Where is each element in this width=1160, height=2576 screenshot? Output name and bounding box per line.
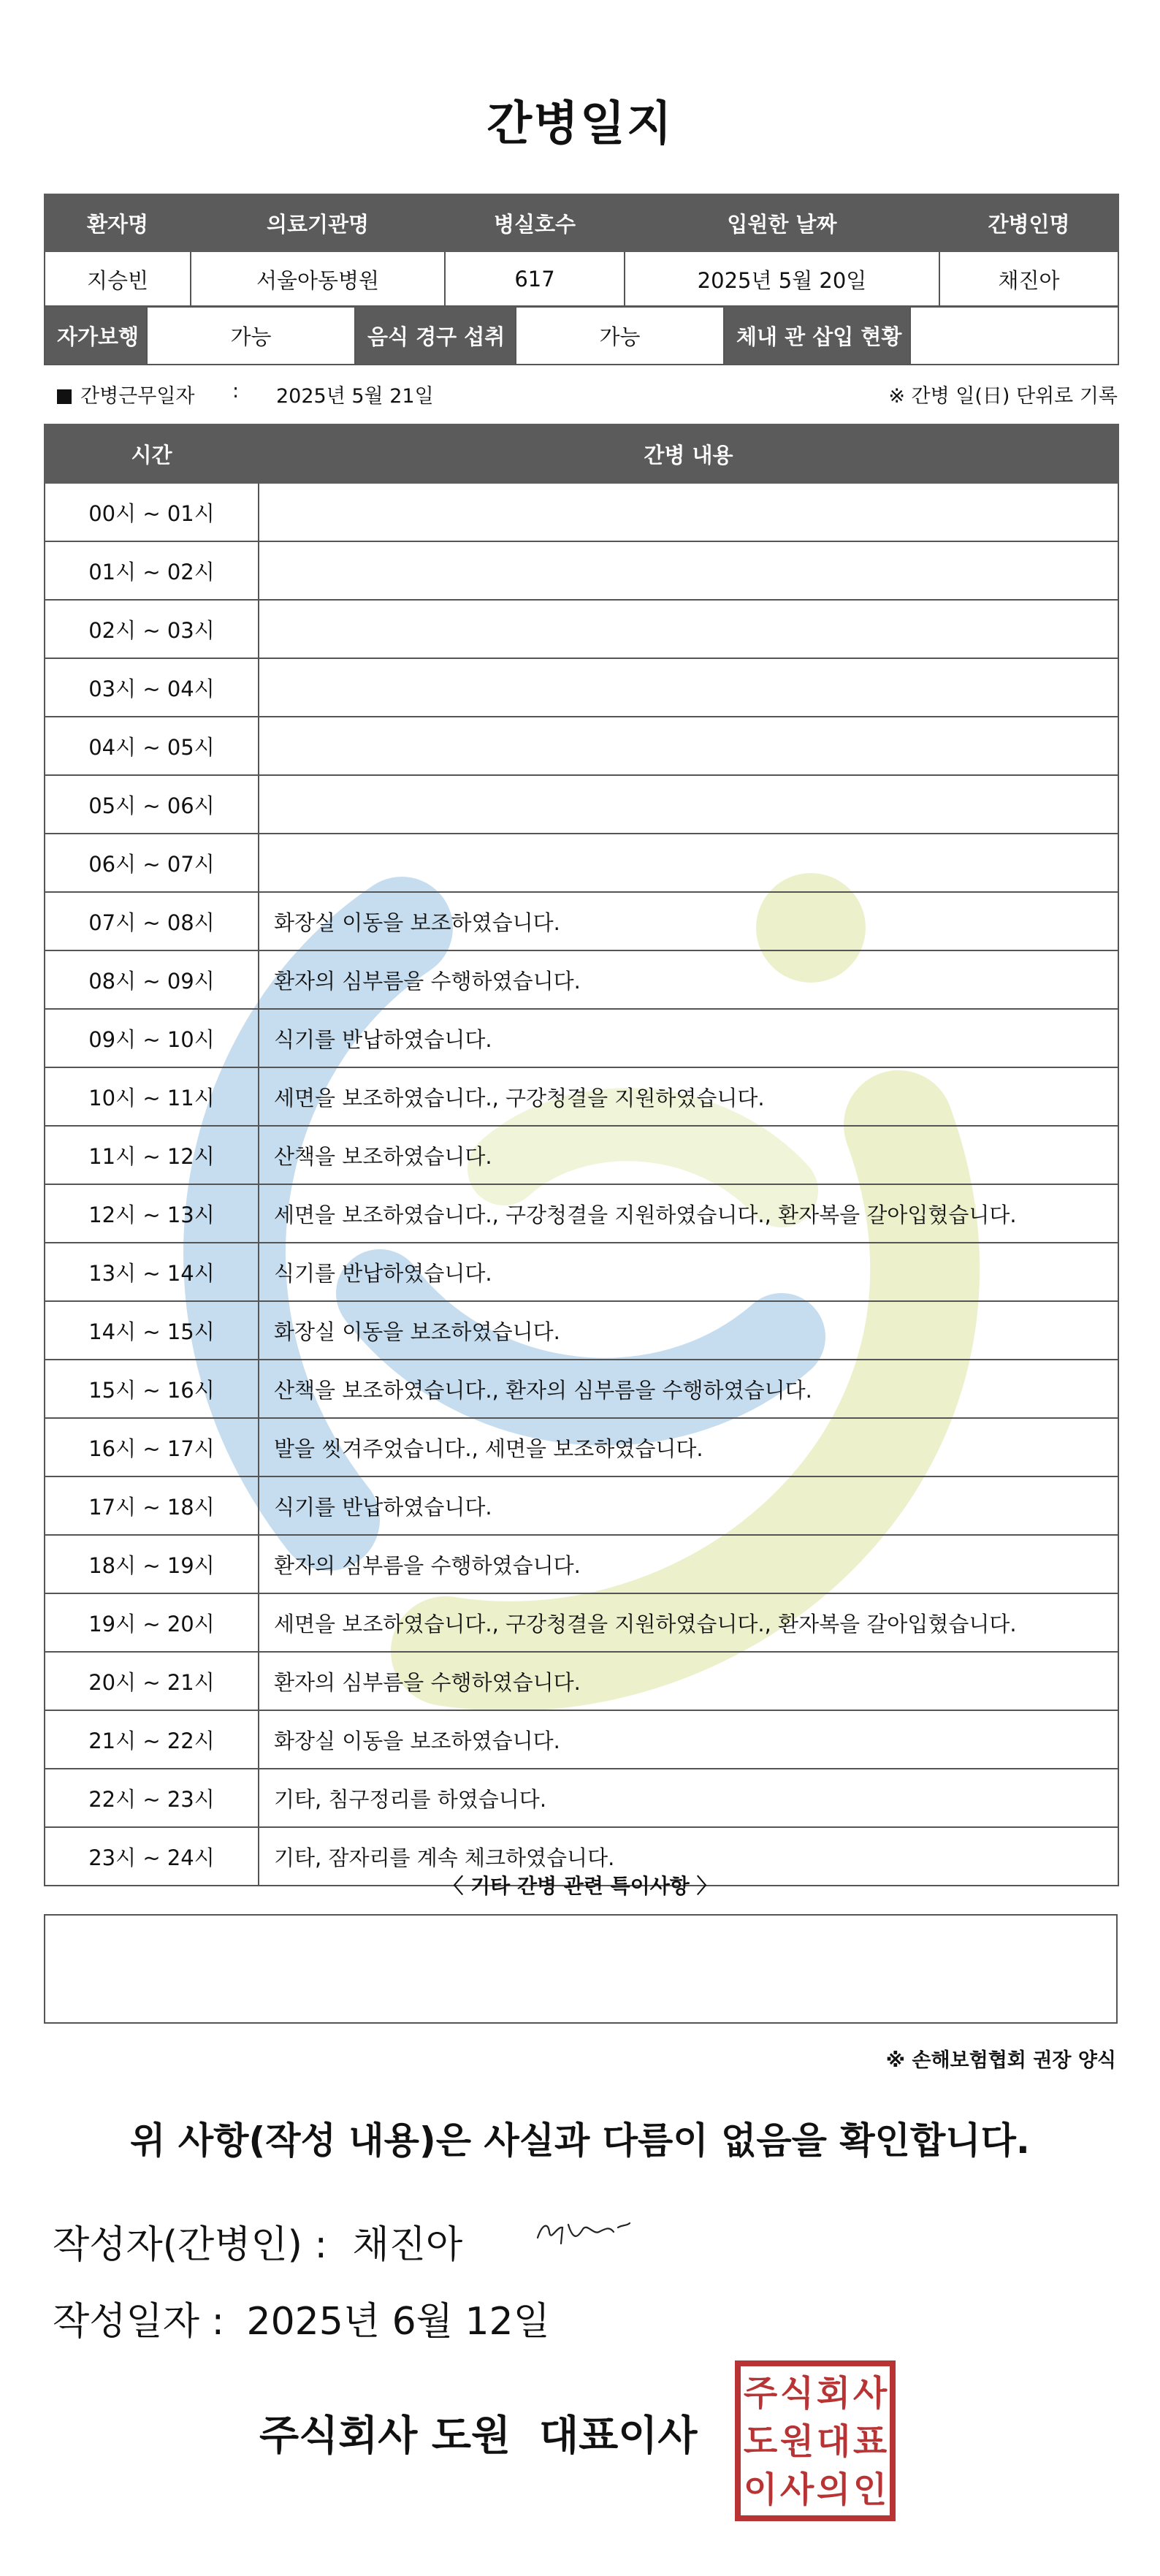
ability-table bbox=[44, 305, 1119, 365]
care-log-row bbox=[45, 1126, 1118, 1184]
log-time-cell: 02시 ~ 03시 bbox=[45, 600, 259, 658]
log-content-cell: 발을 씻겨주었습니다., 세면을 보조하였습니다. bbox=[259, 1418, 1118, 1476]
care-log-row bbox=[45, 1243, 1118, 1301]
log-time-cell: 13시 ~ 14시 bbox=[45, 1243, 259, 1301]
log-content-cell: 산책을 보조하였습니다. bbox=[259, 1126, 1118, 1184]
log-content-cell: 기타, 잠자리를 계속 체크하였습니다. bbox=[259, 1827, 1118, 1886]
header-time: 시간 bbox=[45, 424, 259, 483]
page-title: 간병일지 bbox=[486, 97, 674, 151]
care-log-row bbox=[45, 1009, 1118, 1067]
handwritten-signature bbox=[532, 2210, 649, 2254]
care-log-row bbox=[45, 775, 1118, 834]
log-content-cell: 세면을 보조하였습니다., 구강청결을 지원하였습니다., 환자복을 갈아입혔습니다. bbox=[259, 1184, 1118, 1243]
log-time-cell: 22시 ~ 23시 bbox=[45, 1769, 259, 1827]
work-date-colon: : bbox=[232, 380, 240, 403]
log-content-cell bbox=[259, 600, 1118, 658]
seal-character: 식 bbox=[779, 2373, 814, 2414]
header-patient-name: 환자명 bbox=[45, 194, 191, 251]
log-content-cell: 식기를 반납하였습니다. bbox=[259, 1476, 1118, 1535]
writer-label: 작성자(간병인) : bbox=[53, 2223, 328, 2267]
form-note: ※ 손해보험협회 권장 양식 bbox=[885, 2049, 1116, 2072]
log-content-cell: 환자의 심부름을 수행하였습니다. bbox=[259, 1652, 1118, 1710]
seal-character: 주 bbox=[743, 2373, 778, 2414]
log-content-cell: 식기를 반납하였습니다. bbox=[259, 1009, 1118, 1067]
patient-info-header-row bbox=[45, 194, 1118, 251]
room-number: 617 bbox=[445, 251, 625, 307]
seal-character: 이 bbox=[743, 2469, 778, 2510]
seal-character: 인 bbox=[852, 2469, 888, 2510]
care-log-row bbox=[45, 483, 1118, 541]
ability-row bbox=[45, 306, 1118, 365]
log-content-cell: 화장실 이동을 보조하였습니다. bbox=[259, 1710, 1118, 1769]
log-time-cell: 09시 ~ 10시 bbox=[45, 1009, 259, 1067]
care-log-row bbox=[45, 1067, 1118, 1126]
patient-info-value-row bbox=[45, 251, 1118, 307]
log-content-cell bbox=[259, 658, 1118, 717]
care-log-header-row bbox=[45, 424, 1118, 483]
log-content-cell: 환자의 심부름을 수행하였습니다. bbox=[259, 950, 1118, 1009]
log-time-cell: 03시 ~ 04시 bbox=[45, 658, 259, 717]
log-time-cell: 14시 ~ 15시 bbox=[45, 1301, 259, 1360]
log-content-cell bbox=[259, 483, 1118, 541]
written-date-label: 작성일자 : bbox=[53, 2300, 224, 2344]
bullet-square-icon bbox=[57, 389, 72, 404]
self-walk-label: 자가보행 bbox=[45, 306, 147, 365]
care-log-row bbox=[45, 1535, 1118, 1593]
log-time-cell: 15시 ~ 16시 bbox=[45, 1360, 259, 1418]
log-time-cell: 05시 ~ 06시 bbox=[45, 775, 259, 834]
writer-name: 채진아 bbox=[352, 2223, 463, 2267]
care-log-row bbox=[45, 1652, 1118, 1710]
log-time-cell: 23시 ~ 24시 bbox=[45, 1827, 259, 1886]
seal-character: 사 bbox=[852, 2373, 888, 2414]
log-time-cell: 10시 ~ 11시 bbox=[45, 1067, 259, 1126]
patient-info-table bbox=[44, 194, 1119, 308]
patient-name: 지승빈 bbox=[45, 251, 191, 307]
seal-character: 회 bbox=[816, 2373, 851, 2414]
work-date-value: 2025년 5월 21일 bbox=[276, 385, 434, 408]
seal-character: 대 bbox=[816, 2421, 851, 2462]
log-content-cell: 산책을 보조하였습니다., 환자의 심부름을 수행하였습니다. bbox=[259, 1360, 1118, 1418]
oral-intake-label: 음식 경구 섭취 bbox=[355, 306, 516, 365]
seal-character: 도 bbox=[743, 2421, 778, 2462]
log-time-cell: 18시 ~ 19시 bbox=[45, 1535, 259, 1593]
log-content-cell: 세면을 보조하였습니다., 구강청결을 지원하였습니다., 환자복을 갈아입혔습니다. bbox=[259, 1593, 1118, 1652]
header-caregiver: 간병인명 bbox=[939, 194, 1118, 251]
work-date-note: ※ 간병 일(日) 단위로 기록 bbox=[888, 385, 1118, 408]
log-time-cell: 06시 ~ 07시 bbox=[45, 834, 259, 892]
log-content-cell: 환자의 심부름을 수행하였습니다. bbox=[259, 1535, 1118, 1593]
log-time-cell: 19시 ~ 20시 bbox=[45, 1593, 259, 1652]
seal-character: 표 bbox=[852, 2421, 888, 2462]
log-time-cell: 11시 ~ 12시 bbox=[45, 1126, 259, 1184]
log-content-cell bbox=[259, 775, 1118, 834]
seal-character: 의 bbox=[816, 2469, 851, 2510]
log-time-cell: 04시 ~ 05시 bbox=[45, 717, 259, 775]
writer-line bbox=[53, 2214, 462, 2268]
seal-character: 사 bbox=[779, 2469, 814, 2510]
tube-label: 체내 관 삽입 현황 bbox=[724, 306, 910, 365]
notes-box bbox=[44, 1914, 1118, 2024]
work-date-label-group bbox=[57, 380, 195, 408]
care-log-row bbox=[45, 892, 1118, 950]
log-time-cell: 16시 ~ 17시 bbox=[45, 1418, 259, 1476]
log-time-cell: 12시 ~ 13시 bbox=[45, 1184, 259, 1243]
header-room: 병실호수 bbox=[445, 194, 625, 251]
work-date-label: 간병근무일자 bbox=[80, 385, 195, 408]
header-admission-date: 입원한 날짜 bbox=[625, 194, 939, 251]
log-time-cell: 07시 ~ 08시 bbox=[45, 892, 259, 950]
log-content-cell bbox=[259, 834, 1118, 892]
care-log-table bbox=[44, 424, 1119, 1886]
care-log-body bbox=[45, 483, 1118, 1886]
log-content-cell bbox=[259, 717, 1118, 775]
log-content-cell: 기타, 침구정리를 하였습니다. bbox=[259, 1769, 1118, 1827]
tube-value bbox=[910, 306, 1118, 365]
care-log-row bbox=[45, 717, 1118, 775]
log-content-cell: 화장실 이동을 보조하였습니다. bbox=[259, 1301, 1118, 1360]
care-log-row bbox=[45, 541, 1118, 600]
self-walk-value: 가능 bbox=[147, 306, 355, 365]
log-time-cell: 21시 ~ 22시 bbox=[45, 1710, 259, 1769]
care-log-row bbox=[45, 600, 1118, 658]
company-representative: 주식회사 도원 대표이사 bbox=[259, 2412, 698, 2460]
written-date-value: 2025년 6월 12일 bbox=[246, 2300, 550, 2344]
notes-title: 〈 기타 간병 관련 특이사항 〉 bbox=[443, 1874, 717, 1898]
hospital-name: 서울아동병원 bbox=[191, 251, 445, 307]
log-content-cell bbox=[259, 541, 1118, 600]
header-hospital: 의료기관명 bbox=[191, 194, 445, 251]
log-time-cell: 20시 ~ 21시 bbox=[45, 1652, 259, 1710]
care-log-row bbox=[45, 1593, 1118, 1652]
written-date-line bbox=[53, 2290, 550, 2345]
care-log-row bbox=[45, 658, 1118, 717]
care-log-row bbox=[45, 1476, 1118, 1535]
log-time-cell: 17시 ~ 18시 bbox=[45, 1476, 259, 1535]
log-content-cell: 세면을 보조하였습니다., 구강청결을 지원하였습니다. bbox=[259, 1067, 1118, 1126]
caregiver-name: 채진아 bbox=[939, 251, 1118, 307]
care-log-row bbox=[45, 1710, 1118, 1769]
header-content: 간병 내용 bbox=[259, 424, 1118, 483]
company-seal-stamp bbox=[734, 2360, 896, 2522]
oral-intake-value: 가능 bbox=[516, 306, 724, 365]
care-log-row bbox=[45, 1301, 1118, 1360]
care-log-row bbox=[45, 1184, 1118, 1243]
care-log-row bbox=[45, 1360, 1118, 1418]
log-time-cell: 01시 ~ 02시 bbox=[45, 541, 259, 600]
care-log-row bbox=[45, 834, 1118, 892]
care-log-row bbox=[45, 1418, 1118, 1476]
seal-character: 원 bbox=[779, 2421, 814, 2462]
log-content-cell: 화장실 이동을 보조하였습니다. bbox=[259, 892, 1118, 950]
log-time-cell: 00시 ~ 01시 bbox=[45, 483, 259, 541]
log-time-cell: 08시 ~ 09시 bbox=[45, 950, 259, 1009]
care-log-row bbox=[45, 1769, 1118, 1827]
confirmation-statement: 위 사항(작성 내용)은 사실과 다름이 없음을 확인합니다. bbox=[130, 2119, 1030, 2162]
care-log-row bbox=[45, 950, 1118, 1009]
admission-date: 2025년 5월 20일 bbox=[625, 251, 939, 307]
log-content-cell: 식기를 반납하였습니다. bbox=[259, 1243, 1118, 1301]
